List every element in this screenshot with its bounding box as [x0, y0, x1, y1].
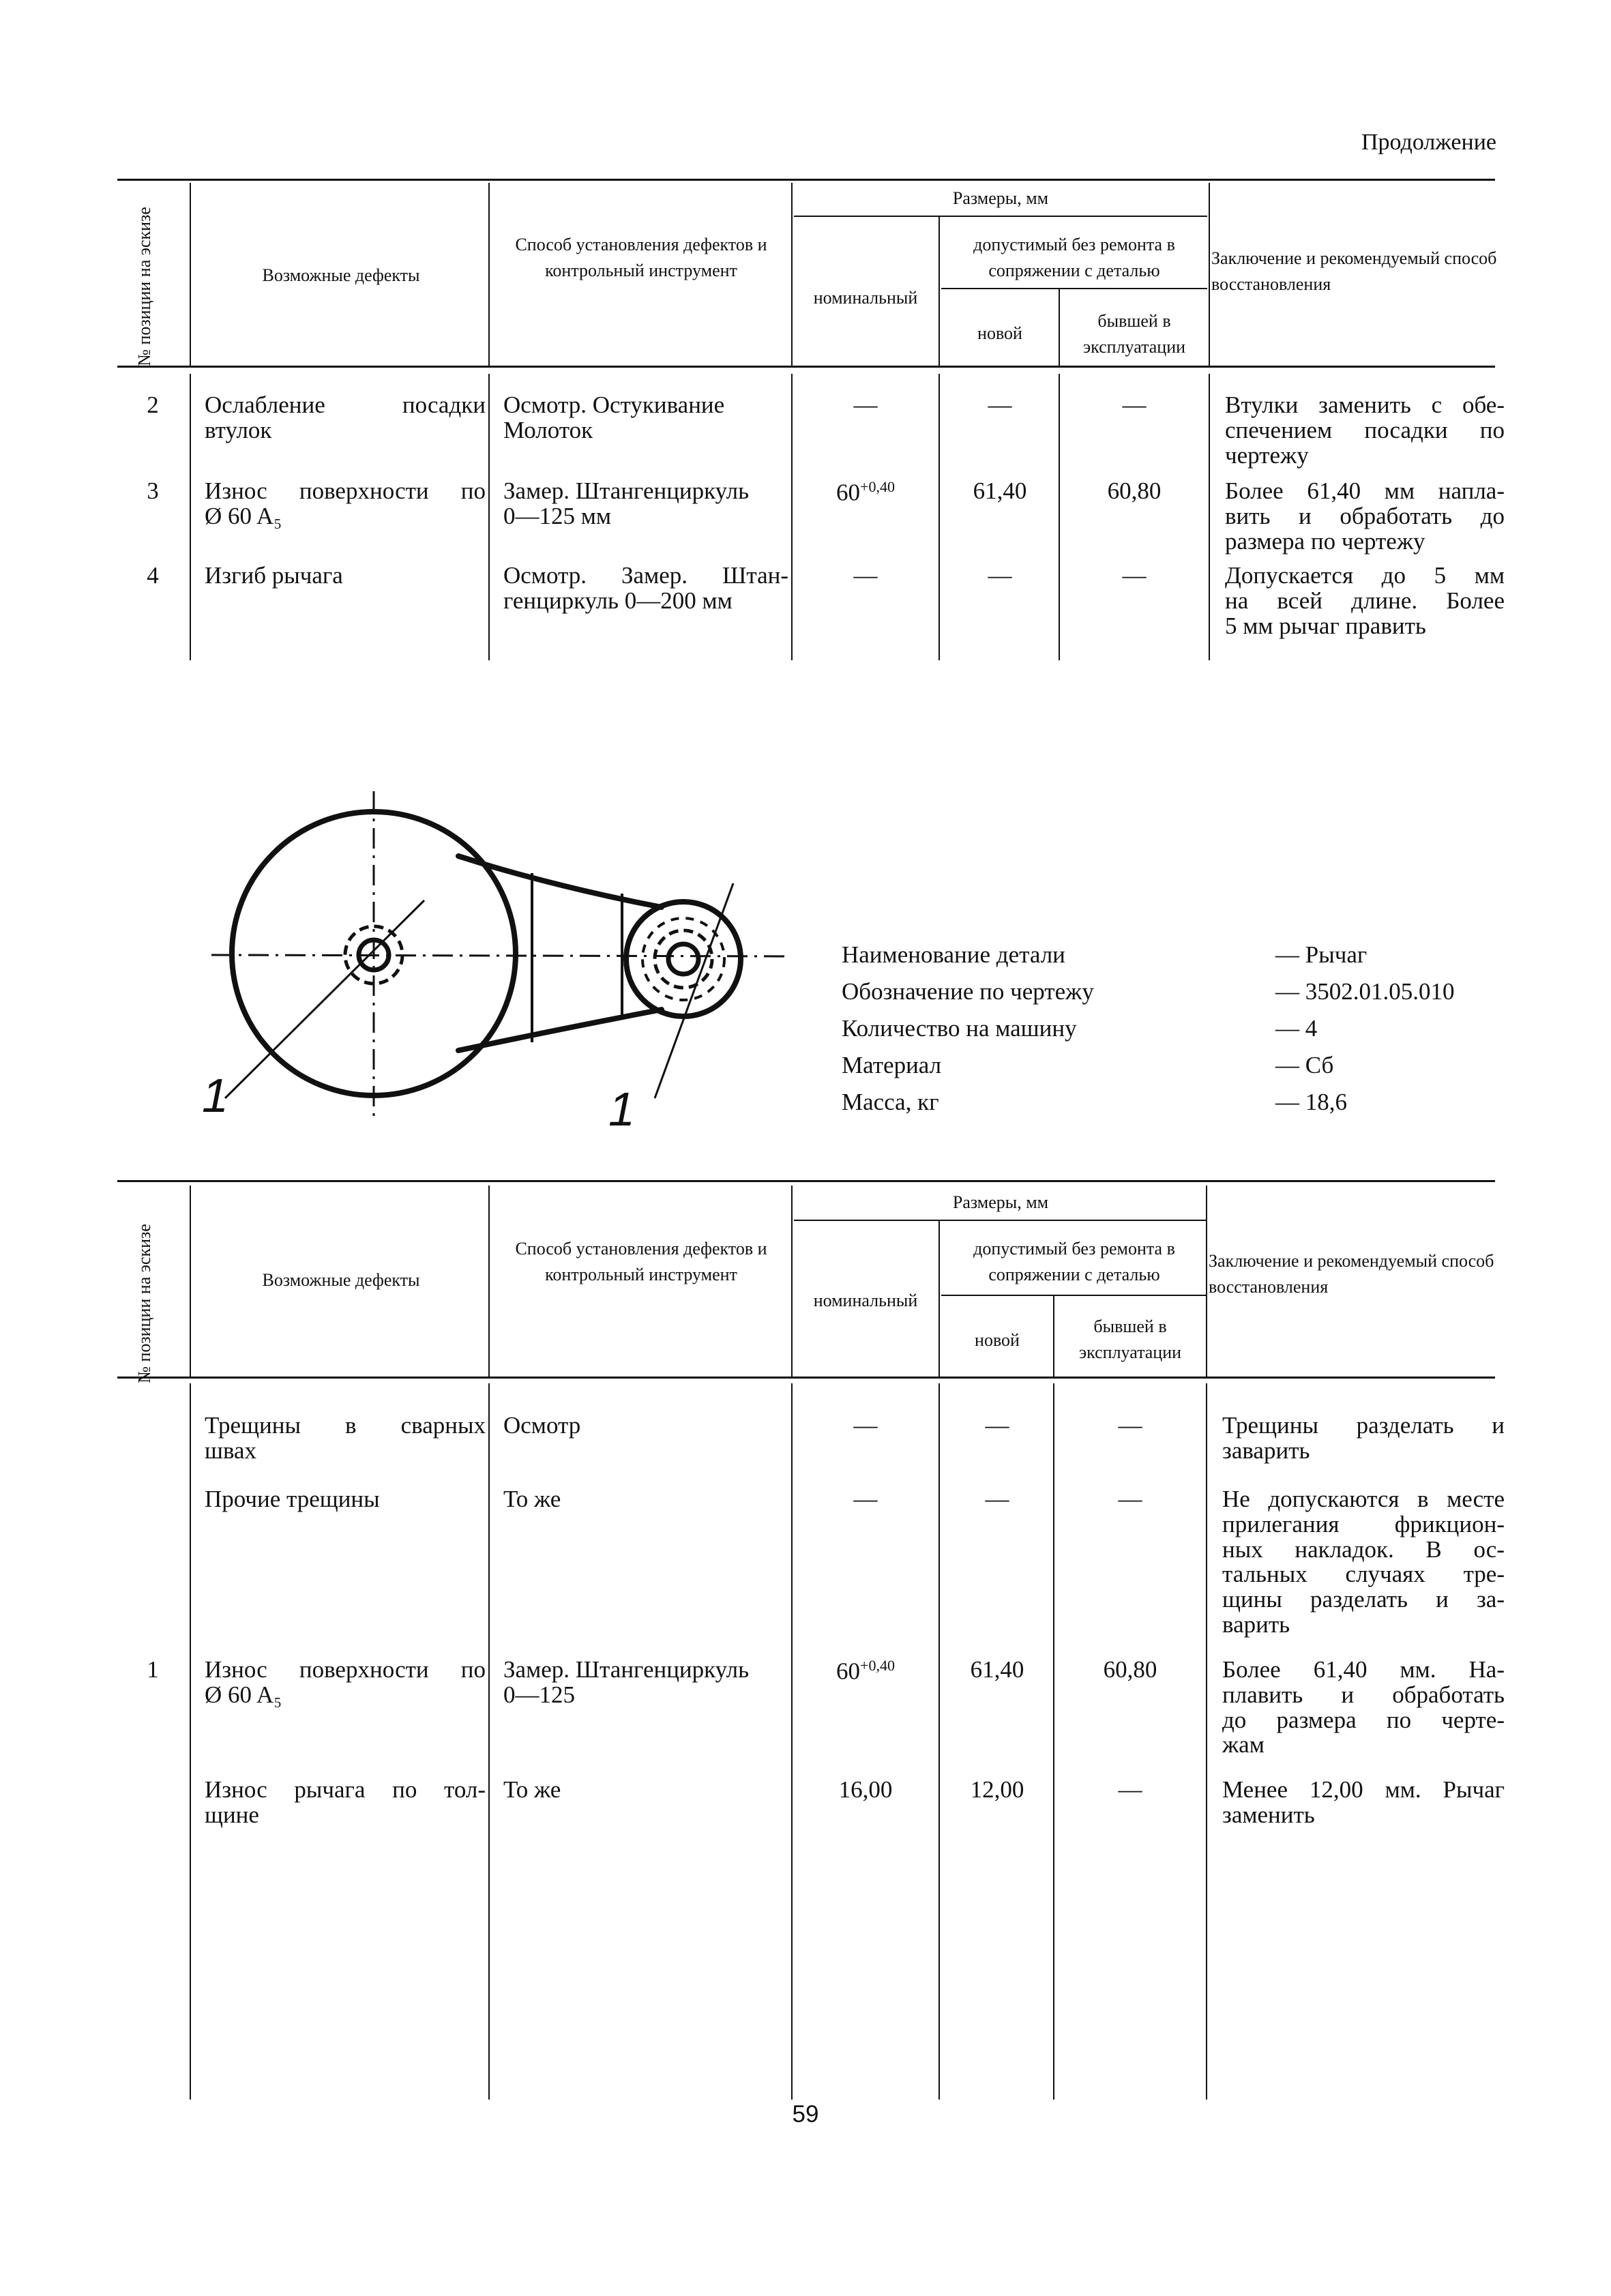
spec-name-label: Наименование детали [842, 941, 1065, 968]
header-used: бывшей в эксплуатации [1078, 1316, 1182, 1362]
spec-name-value: — Рычаг [1275, 941, 1368, 968]
table2-position: 1 [147, 1656, 159, 1683]
spec-material-label: Материал [842, 1052, 942, 1078]
header-new: новой [975, 1330, 1020, 1350]
callout-leader [655, 883, 733, 1098]
spec-qty-label: Количество на машину [842, 1015, 1077, 1042]
spec-mass-label: Масса, кг [842, 1089, 939, 1115]
header-allowed: допустимый без ремонта в сопряжении с деталью [973, 1239, 1175, 1284]
small-hole [668, 944, 698, 974]
header-allowed: допустимый без ремонта в сопряжении с деталью [973, 235, 1175, 280]
spec-material-value: — Сб [1275, 1052, 1334, 1078]
spec-mass-value: — 18,6 [1275, 1089, 1347, 1115]
callout-leader [225, 900, 424, 1098]
center-line-horizontal [211, 955, 784, 956]
spec-drawing-label: Обозначение по чертежу [842, 978, 1094, 1005]
callout-number: 1 [202, 1069, 228, 1122]
header-defects: Возможные дефекты [262, 1270, 420, 1290]
header-new: новой [977, 323, 1022, 343]
header-nominal: номинальный [813, 1291, 918, 1310]
small-hole-wear-zone [655, 930, 712, 988]
continuation-label: Продолжение [1361, 130, 1496, 155]
header-method: Способ установления дефектов и контрольный инструмент [515, 1239, 767, 1284]
lever-sketch [191, 757, 805, 1139]
header-conclusion: Заключение и рекомендуемый способ восстановления [1209, 1251, 1494, 1297]
lever-web-top-edge [458, 856, 662, 907]
lever-web-bottom-edge [458, 1010, 662, 1050]
header-used: бывшей в эксплуатации [1082, 311, 1186, 357]
callout-number: 1 [608, 1083, 635, 1136]
header-method: Способ установления дефектов и контрольный инструмент [515, 235, 767, 280]
header-conclusion: Заключение и рекомендуемый способ восстановления [1211, 248, 1497, 294]
header-nominal: номинальный [813, 288, 918, 308]
spec-drawing-value: — 3502.01.05.010 [1275, 978, 1455, 1005]
spec-qty-value: — 4 [1275, 1015, 1318, 1042]
header-sizes: Размеры, мм [952, 188, 1049, 208]
page-number: 59 [792, 2101, 819, 2128]
header-sizes: Размеры, мм [952, 1192, 1049, 1212]
header-position: № позиции на эскизе [134, 1224, 154, 1383]
header-position: № позиции на эскизе [134, 207, 154, 366]
header-defects: Возможные дефекты [262, 265, 420, 285]
